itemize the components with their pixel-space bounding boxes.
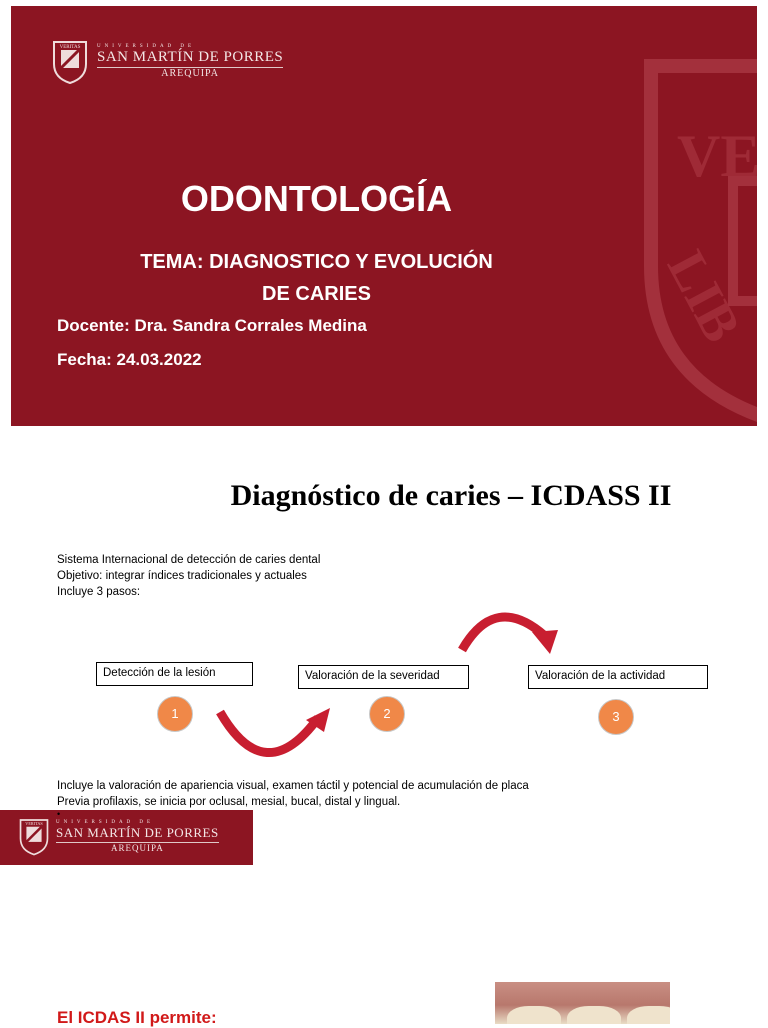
slide2-title: Diagnóstico de caries – ICDASS II: [230, 479, 672, 512]
curved-arrow-up-icon: [220, 712, 318, 753]
intro-text: [57, 552, 320, 600]
svg-text:VERITAS: VERITAS: [25, 821, 43, 827]
logo-line-1: UNIVERSIDAD DE: [56, 819, 155, 825]
footer-logo-bar: [0, 810, 253, 865]
step-number-2: 2: [369, 696, 405, 732]
tooth-shape: [507, 1006, 561, 1024]
tooth-shape: [567, 1006, 621, 1024]
intro-line: Incluye 3 pasos:: [57, 586, 141, 598]
tooth-shape: [627, 1006, 670, 1024]
svg-text:VE: VE: [677, 123, 761, 189]
dental-photo: [495, 982, 670, 1024]
step-number-1: 1: [157, 696, 193, 732]
procedure-notes: [57, 778, 529, 810]
slide-title: ODONTOLOGÍA: [180, 178, 453, 219]
university-shield-icon: [51, 38, 89, 84]
topic-line-1: TEMA: DIAGNOSTICO Y EVOLUCIÓN: [140, 251, 493, 273]
step-box-activity: Valoración de la actividad: [528, 665, 708, 689]
logo-line-2: SAN MARTÍN DE PORRES: [56, 825, 219, 843]
slide-topic: [11, 246, 622, 310]
logo-line-3: AREQUIPA: [111, 842, 164, 853]
logo-line-1: UNIVERSIDAD DE: [97, 43, 196, 49]
svg-text:VERITAS: VERITAS: [59, 45, 81, 50]
step-number-3: 3: [598, 699, 634, 735]
arrowhead-down-icon: [532, 630, 558, 654]
intro-line: Objetivo: integrar índices tradicionales y actuales: [57, 570, 307, 582]
bullet-marker: •: [57, 809, 61, 819]
university-logo-small: [18, 816, 219, 856]
intro-line: Sistema Internacional de detección de caries dental: [57, 554, 321, 566]
curved-arrow-down-icon: [462, 617, 545, 650]
university-shield-icon: [18, 816, 50, 856]
svg-text:LIB: LIB: [655, 241, 753, 352]
topic-line-2: DE CARIES: [262, 283, 371, 305]
lecture-date: Fecha: 24.03.2022: [57, 350, 202, 369]
note-line: Incluye la valoración de apariencia visual, examen táctil y potencial de acumulación de placa: [57, 780, 529, 792]
university-watermark-icon: [641, 46, 761, 426]
logo-line-3: AREQUIPA: [161, 67, 219, 79]
logo-line-2: SAN MARTÍN DE PORRES: [97, 49, 283, 68]
slide3-heading: El ICDAS II permite:: [57, 1008, 217, 1027]
lecturer-name: Docente: Dra. Sandra Corrales Medina: [57, 316, 367, 335]
note-line: Previa profilaxis, se inicia por oclusal, mesial, bucal, distal y lingual.: [57, 796, 401, 808]
university-logo: [51, 38, 283, 84]
step-box-severity: Valoración de la severidad: [298, 665, 469, 689]
title-slide: [11, 6, 761, 426]
step-box-detection: Detección de la lesión: [96, 662, 253, 686]
